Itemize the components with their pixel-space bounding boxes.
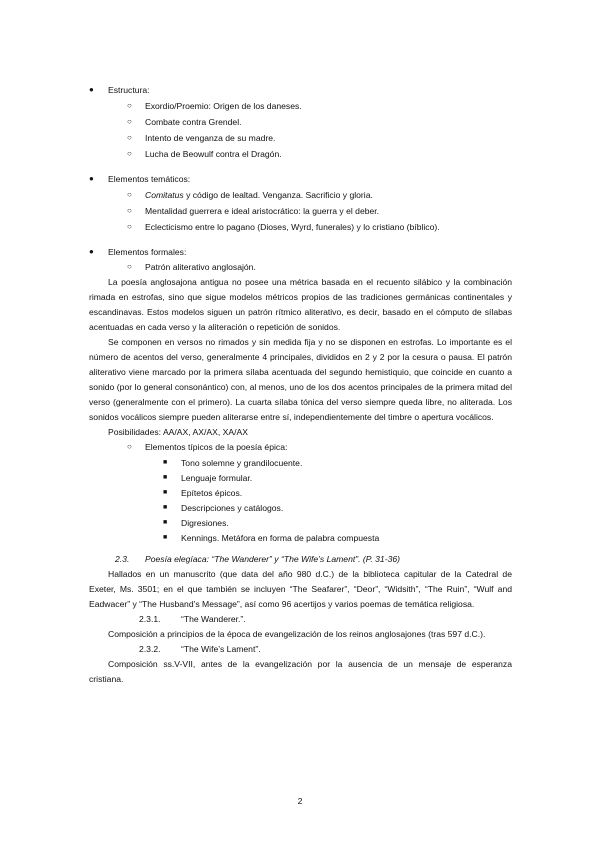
paragraph-line: escandinavas. Estos modelos siguen un patrón rítmico aliterativo, es decir, basado en el cómputo de sílabas xyxy=(89,307,512,317)
bullet-circle: ○ xyxy=(127,149,132,158)
tematicos-title: Elementos temáticos: xyxy=(108,174,191,184)
tematicos-item: Mentalidad guerrera e ideal aristocrático: la guerra y el deber. xyxy=(145,206,380,216)
tematicos-item: Eclecticismo entre lo pagano (Dioses, Wyrd, funerales) y lo cristiano (bíblico). xyxy=(145,222,440,232)
bullet-circle: ○ xyxy=(127,262,132,271)
subsection-title: “The Wanderer.”. xyxy=(181,614,246,624)
bullet-circle: ○ xyxy=(127,117,132,126)
tipicos-item: Epítetos épicos. xyxy=(181,488,243,498)
paragraph-line: aliterativo viene marcado por la primera sílaba acentuada del segundo hemistiquio, que coincide en cuanto a xyxy=(89,367,512,377)
paragraph-line: sonidos vocálicos siempre pueden aliterarse entre sí, independientemente del timbre o apertura vocálicos. xyxy=(89,412,494,422)
estructura-title: Estructura: xyxy=(108,85,150,95)
paragraph-line: Composición ss.V-VII, antes de la evangelización por la ausencia de un mensaje de esperanza xyxy=(108,659,512,669)
tipicos-title: Elementos típicos de la poesía épica: xyxy=(145,442,288,452)
paragraph-line: número de acentos del verso, generalmente 4 principales, divididos en 2 y 2 por la cesura o pausa. El patrón xyxy=(89,352,512,362)
comitatus-term: Comitatus xyxy=(145,190,184,200)
paragraph-line: Eadwacer” y “The Husband’s Message”, así como 96 acertijos y varios poemas de temática religiosa. xyxy=(89,599,475,609)
paragraph-line: Composición a principios de la época de evangelización de los reinos anglosajones (tras 597 d.C.). xyxy=(108,629,486,639)
bullet-circle: ○ xyxy=(127,190,132,199)
bullet-circle: ○ xyxy=(127,442,132,451)
bullet-square: ■ xyxy=(163,504,168,511)
subsection-number: 2.3.2. xyxy=(139,644,161,654)
paragraph-line: verso (generalmente con el primero). La cuarta sílaba tónica del verso siempre queda libre, no aliterada. Los xyxy=(89,397,512,407)
subsection-title: “The Wife’s Lament”. xyxy=(181,644,261,654)
formales-title: Elementos formales: xyxy=(108,247,187,257)
tipicos-item: Kennings. Metáfora en forma de palabra compuesta xyxy=(181,533,380,543)
estructura-item: Lucha de Beowulf contra el Dragón. xyxy=(145,149,282,159)
bullet-square: ■ xyxy=(163,519,168,526)
subsection-number: 2.3.1. xyxy=(139,614,161,624)
bullet-circle: ○ xyxy=(127,222,132,231)
section-number: 2.3. xyxy=(115,554,130,564)
bullet-square: ■ xyxy=(163,489,168,496)
paragraph-line: cristiana. xyxy=(89,674,124,684)
bullet-disc: ● xyxy=(89,174,94,183)
section-title: Poesía elegíaca: “The Wanderer” y “The Wife’s Lament”. (P. 31-36) xyxy=(145,554,400,564)
paragraph-line: Se componen en versos no rimados y sin medida fija y no se disponen en estrofas. Lo importante es el xyxy=(108,337,512,347)
bullet-square: ■ xyxy=(163,534,168,541)
paragraph-line: sonido (por lo general consonántico) con, al menos, uno de los dos acentos principales de la primera mitad del xyxy=(89,382,512,392)
bullet-square: ■ xyxy=(163,474,168,481)
bullet-disc: ● xyxy=(89,85,94,94)
tipicos-item: Tono solemne y grandilocuente. xyxy=(181,458,303,468)
paragraph-line: Exeter, Ms. 3501; en el que también se incluyen “The Seafarer”, “Deor”, “Widsith”, “The Ruin”, “Wulf and xyxy=(89,584,512,594)
estructura-item: Combate contra Grendel. xyxy=(145,117,242,127)
bullet-circle: ○ xyxy=(127,206,132,215)
paragraph-line: La poesía anglosajona antigua no posee una métrica basada en el recuento silábico y la combinación xyxy=(108,277,512,287)
bullet-circle: ○ xyxy=(127,101,132,110)
paragraph-line: Hallados en un manuscrito (que data del año 980 d.C.) de la biblioteca capitular de la Catedral de xyxy=(108,569,512,579)
page-number: 2 xyxy=(297,796,303,806)
paragraph-line: acentuadas en cada verso y la aliteración o repetición de sonidos. xyxy=(89,322,341,332)
bullet-square: ■ xyxy=(163,459,168,466)
tipicos-item: Digresiones. xyxy=(181,518,229,528)
bullet-circle: ○ xyxy=(127,133,132,142)
paragraph-line: rimada en estrofas, sino que sigue modelos métricos propios de las tradiciones germánicas continentales y xyxy=(89,292,512,302)
bullet-disc: ● xyxy=(89,247,94,256)
estructura-item: Intento de venganza de su madre. xyxy=(145,133,276,143)
estructura-item: Exordio/Proemio: Origen de los daneses. xyxy=(145,101,302,111)
tematicos-item xyxy=(145,188,373,203)
tematicos-item-text: y código de lealtad. Venganza. Sacrificio y gloria. xyxy=(183,190,373,200)
formales-item: Patrón aliterativo anglosajón. xyxy=(145,262,256,272)
posibilidades: Posibilidades: AA/AX, AX/AX, XA/AX xyxy=(108,427,248,437)
tipicos-item: Lenguaje formular. xyxy=(181,473,253,483)
tipicos-item: Descripciones y catálogos. xyxy=(181,503,284,513)
